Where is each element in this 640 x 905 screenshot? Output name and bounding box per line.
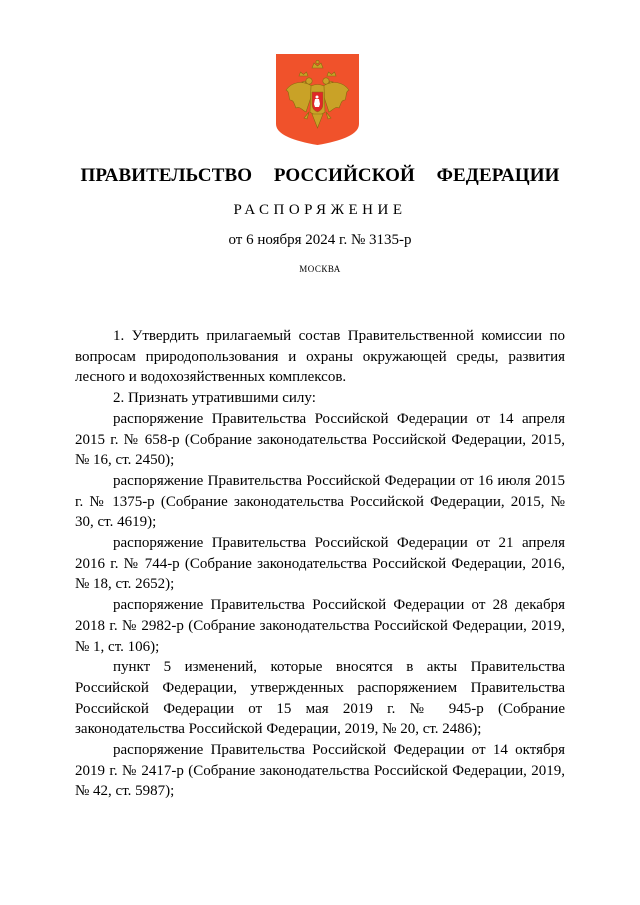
repealed-item: распоряжение Правительства Российской Федерации от 21 апреля 2016 г. № 744-р (Собрание законодательства Российской Федерации, 2016, № 18, ст. 2652);: [75, 535, 565, 593]
repealed-item: распоряжение Правительства Российской Федерации от 14 апреля 2015 г. № 658-р (Собрание законодательства Российской Федерации, 2015, № 16, ст. 2450);: [75, 410, 565, 469]
repealed-item: пункт 5 изменений, которые вносятся в акты Правительства Российской Федерации, утвержденных распоряжением Правительства Российской Федерации от 15 мая 2019 г. № 945-р (Собрание законодательства Российской Федерации, 2019, № 20, ст. 2486);: [75, 659, 565, 738]
paragraph-2: 2. Признать утратившими силу:: [113, 390, 316, 407]
document-body: [75, 326, 565, 802]
paragraph-1: 1. Утвердить прилагаемый состав Правительственной комиссии по вопросам природопользования и охраны окружающей среды, развития лесного и водохозяйственных комплексов.: [75, 328, 565, 386]
government-title: ПРАВИТЕЛЬСТВО РОССИЙСКОЙ ФЕДЕРАЦИИ: [80, 165, 560, 186]
document-date-number: от 6 ноября 2024 г. № 3135-р: [228, 232, 412, 248]
repealed-item: распоряжение Правительства Российской Федерации от 16 июля 2015 г. № 1375-р (Собрание законодательства Российской Федерации, 2015, № 30, ст. 4619);: [75, 472, 565, 531]
coat-of-arms-icon: [276, 54, 359, 145]
document-type: РАСПОРЯЖЕНИЕ: [233, 202, 407, 218]
document-city: МОСКВА: [299, 264, 341, 274]
repealed-item: распоряжение Правительства Российской Федерации от 14 октября 2019 г. № 2417-р (Собрание законодательства Российской Федерации, 2019, № 42, ст. 5987);: [75, 742, 565, 800]
repealed-item: распоряжение Правительства Российской Федерации от 28 декабря 2018 г. № 2982-р (Собрание законодательства Российской Федерации, 2019, № 1, ст. 106);: [75, 597, 565, 655]
